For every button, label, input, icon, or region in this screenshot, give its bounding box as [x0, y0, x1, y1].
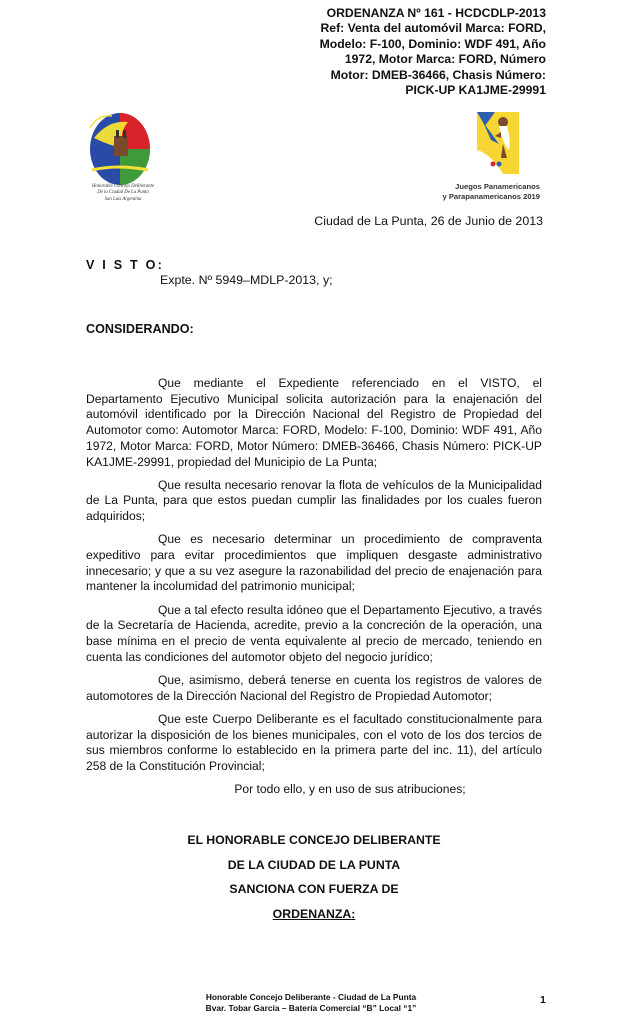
visto-heading: V I S T O: [86, 258, 164, 272]
resolution-line: SANCIONA CON FUERZA DE [229, 882, 399, 896]
page-footer [160, 992, 462, 1013]
reference-line: PICK-UP KA1JME-29991 [405, 83, 546, 98]
reference-line: 1972, Motor Marca: FORD, Número [344, 52, 546, 67]
footer-line: Honorable Concejo Deliberante - Ciudad de La Punta [205, 992, 417, 1002]
considerando-body [86, 376, 542, 805]
reference-line: Motor: DMEB-36466, Chasis Número: [330, 67, 546, 82]
ordinance-reference [246, 6, 546, 98]
resolution-block [86, 833, 542, 931]
closing-statement: Por todo ello, y en uso de sus atribuciones; [234, 782, 466, 797]
page-number: 1 [540, 994, 546, 1006]
council-caption: Honorable Concejo Deliberante De la Ciudad De La Punta San Luis Argentina [91, 184, 155, 202]
considerando-paragraph: Que este Cuerpo Deliberante es el facultado constitucionalmente para autorizar la disposición de los bienes municipales, con el voto de los dos tercios de sus miembros conforme lo establecido en la primera parte del inc. 11), del artículo 258 de la Constitución Provincial; [86, 711, 542, 773]
considerando-heading: CONSIDERANDO: [86, 322, 194, 336]
considerando-paragraph: Que mediante el Expediente referenciado en el VISTO, el Departamento Ejecutivo Municipal solicita autorización para la enajenación del automóvil identificado por la Dirección Nacional del Registro de Propiedad del Automotor como: Automotor Marca: FORD, Modelo: F-100, Dominio: WDF 491, Año 1972, Motor Marca: FORD, Motor Número: DMEB-36466, Chasis Número: PICK-UP KA1JME-29991, propiedad del Municipio de La Punta; [86, 376, 542, 469]
considerando-paragraph: Que a tal efecto resulta idóneo que el Departamento Ejecutivo, a través de la Secretaría de Hacienda, acredite, previo a la concreción de la operación, una base mínima en el precio de venta equivalente al precio de mercado, teniendo en cuenta las condiciones del automotor objeto del negocio jurídico; [86, 602, 542, 664]
council-logo-icon [78, 108, 158, 190]
ordinance-heading: ORDENANZA: [272, 906, 356, 921]
games-caption: Juegos Panamericanos y Parapanamericanos 2019 [442, 182, 540, 201]
reference-line: Ref: Venta del automóvil Marca: FORD, [320, 21, 546, 36]
considerando-paragraph: Que es necesario determinar un procedimiento de compraventa expeditivo para evitar procedimientos que impliquen desgaste administrativo innecesario; y que a su vez asegure la razonabilidad del precio de enajenación para mantener la incolumidad del patrimonio municipal; [86, 532, 542, 594]
footer-line: Bvar. Tobar García – Batería Comercial “B” Local “1” [205, 1002, 417, 1013]
date-line: Ciudad de La Punta, 26 de Junio de 2013 [314, 214, 543, 228]
pan-american-games-logo-icon [473, 110, 523, 176]
ordinance-number: ORDENANZA Nº 161 - HCDCDLP-2013 [326, 6, 546, 20]
considerando-paragraph: Que resulta necesario renovar la flota de vehículos de la Municipalidad de La Punta, para que estos puedan cumplir las finalidades por los cuales fueron adquiridos; [86, 477, 542, 524]
visto-body: Expte. Nº 5949–MDLP-2013, y; [160, 273, 333, 287]
resolution-line: EL HONORABLE CONCEJO DELIBERANTE [187, 833, 441, 847]
considerando-paragraph: Que, asimismo, deberá tenerse en cuenta los registros de valores de automotores de la Dirección Nacional del Registro de Propiedad Automotor; [86, 672, 542, 703]
reference-line: Modelo: F-100, Dominio: WDF 491, Año [319, 36, 546, 51]
resolution-line: DE LA CIUDAD DE LA PUNTA [227, 857, 401, 872]
